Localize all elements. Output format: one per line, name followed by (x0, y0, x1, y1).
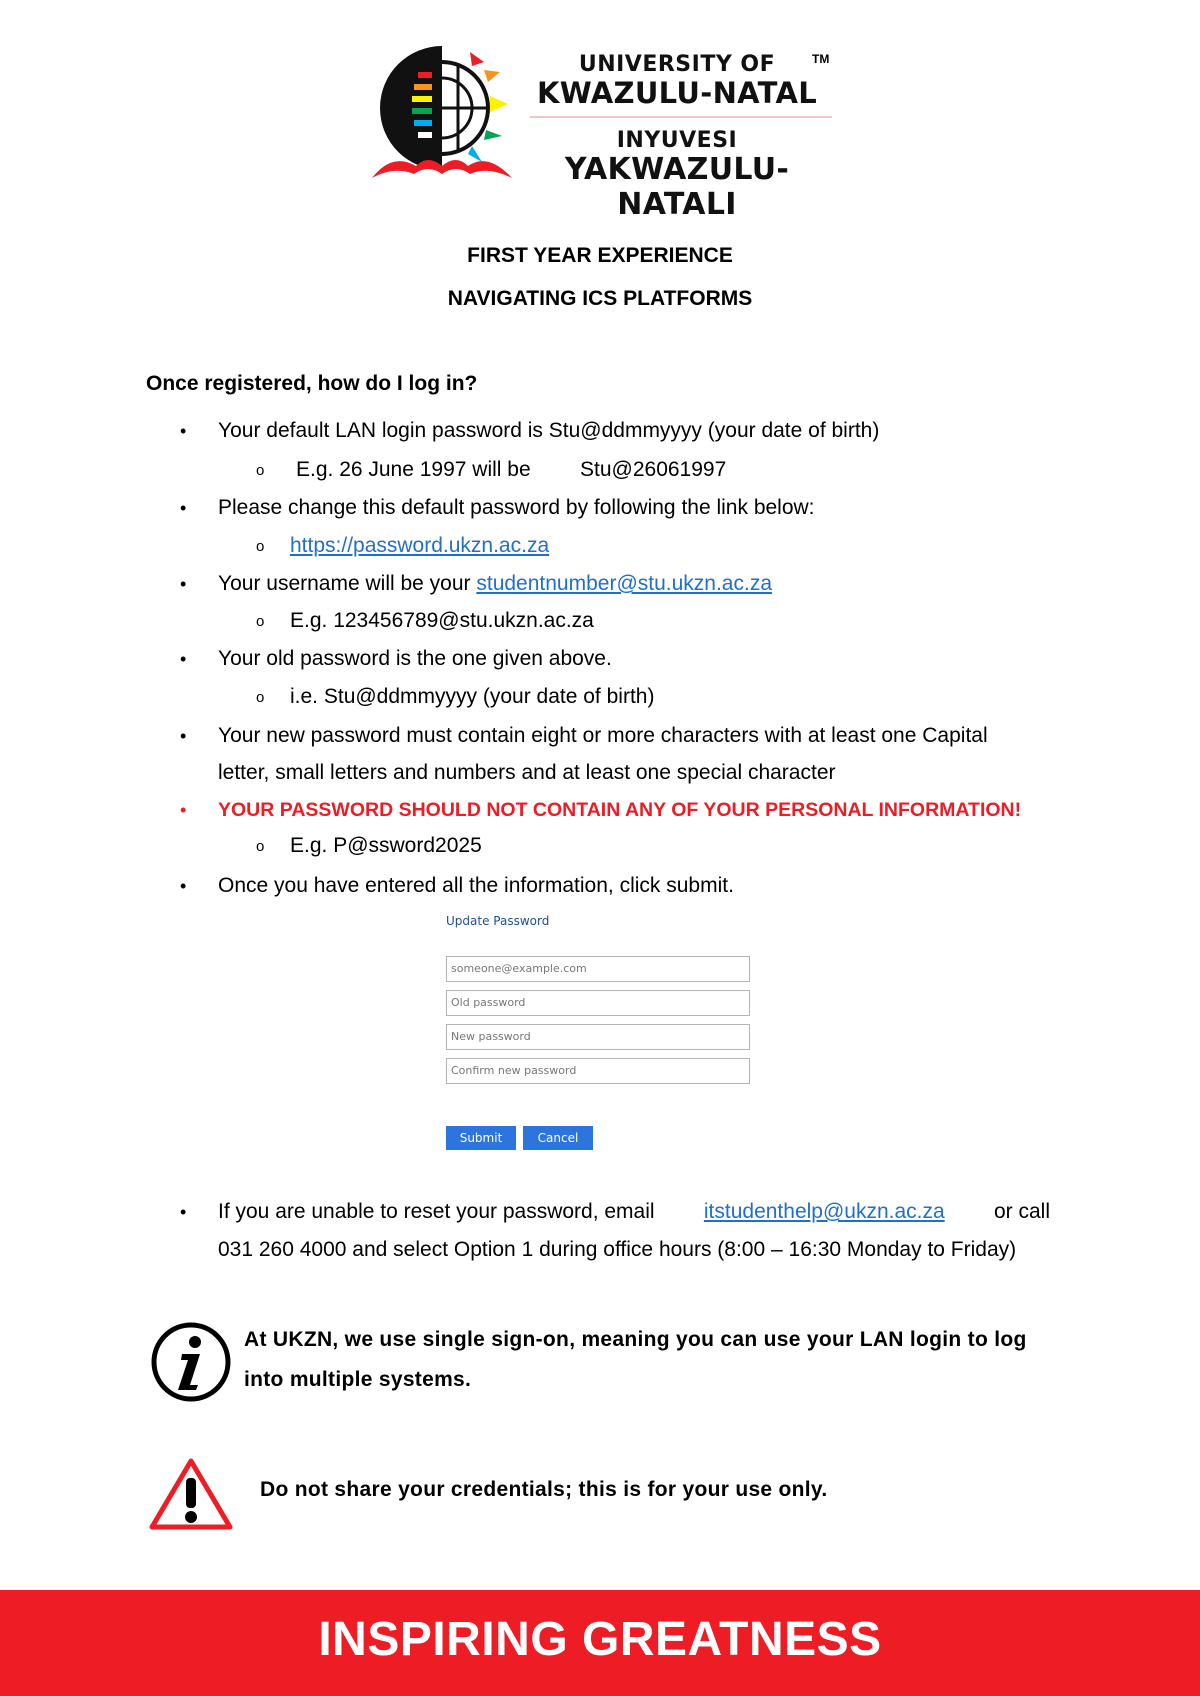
list-item-old-password: Your old password is the one given above. (218, 647, 612, 670)
personal-info-warning: YOUR PASSWORD SHOULD NOT CONTAIN ANY OF YOUR PERSONAL INFORMATION! (218, 799, 1022, 821)
bullet-glyph: • (180, 726, 187, 746)
sso-note-line1: At UKZN, we use single sign-on, meaning you can use your LAN login to log (244, 1328, 1027, 1351)
confirm-password-field[interactable]: Confirm new password (446, 1058, 750, 1084)
sub-bullet-glyph: o (256, 838, 265, 855)
old-password-field[interactable]: Old password (446, 990, 750, 1016)
list-item-default-password-example-value: Stu@26061997 (580, 458, 727, 481)
list-item-help-line2: 031 260 4000 and select Option 1 during office hours (8:00 – 16:30 Monday to Friday) (218, 1238, 1017, 1261)
list-item-password-example: E.g. P@ssword2025 (290, 834, 482, 857)
ukzn-emblem-icon (372, 42, 522, 192)
update-password-form (440, 908, 760, 1158)
bullet-glyph: • (180, 421, 187, 441)
bullet-glyph: • (180, 1202, 187, 1222)
list-item-help-line1 (218, 1193, 1050, 1231)
bullet-glyph: • (180, 876, 187, 896)
list-item-submit-info: Once you have entered all the information, click submit. (218, 874, 734, 897)
email-field[interactable]: someone@example.com (446, 956, 750, 982)
logo-divider (530, 116, 832, 118)
list-item-new-password-line1: Your new password must contain eight or more characters with at least one Capital (218, 724, 988, 747)
sub-bullet-glyph: o (256, 613, 265, 630)
warning-icon (148, 1456, 234, 1532)
cancel-button[interactable]: Cancel (523, 1126, 593, 1150)
logo-line-yakwazulu-natali: YAKWAZULU-NATALI (564, 152, 790, 222)
help-text-a: If you are unable to reset your password, email (218, 1200, 661, 1223)
list-item-change-password: Please change this default password by following the link below: (218, 496, 815, 519)
sub-bullet-glyph: o (256, 462, 265, 479)
info-icon (148, 1319, 234, 1405)
username-email-link[interactable]: studentnumber@stu.ukzn.ac.za (476, 572, 772, 595)
it-help-email-link[interactable]: itstudenthelp@ukzn.ac.za (703, 1200, 945, 1223)
submit-button[interactable]: Submit (446, 1126, 516, 1150)
page-subtitle: NAVIGATING ICS PLATFORMS (447, 287, 753, 310)
footer-slogan: INSPIRING GREATNESS (318, 1613, 882, 1666)
list-item-new-password-line2: letter, small letters and numbers and at least one special character (218, 761, 836, 784)
page-title: FIRST YEAR EXPERIENCE (467, 244, 733, 267)
ukzn-logo (372, 42, 832, 222)
form-title: Update Password (446, 914, 550, 928)
username-prefix: Your username will be your (218, 572, 477, 595)
list-item-old-password-ie: i.e. Stu@ddmmyyyy (your date of birth) (290, 685, 655, 708)
password-reset-link-text[interactable]: https://password.ukzn.ac.za (290, 534, 550, 557)
help-text-b: or call (988, 1200, 1050, 1223)
footer-banner (0, 1590, 1200, 1696)
list-item-default-password: Your default LAN login password is Stu@ddmmyyyy (your date of birth) (218, 419, 880, 442)
list-item-username-example: E.g. 123456789@stu.ukzn.ac.za (290, 609, 594, 632)
logo-line-inyuvesi: INYUVESI (616, 128, 738, 153)
logo-line-university-of: UNIVERSITY OF (578, 52, 776, 77)
list-item-default-password-example: E.g. 26 June 1997 will be (296, 458, 531, 481)
new-password-field[interactable]: New password (446, 1024, 750, 1050)
bullet-glyph: • (180, 800, 187, 820)
list-item-username (218, 565, 772, 603)
password-reset-link[interactable] (290, 527, 549, 565)
sub-bullet-glyph: o (256, 538, 265, 555)
bullet-glyph: • (180, 498, 187, 518)
logo-line-kwazulu-natal: KWAZULU-NATAL (536, 76, 818, 110)
trademark-mark: TM (812, 52, 830, 66)
section-heading: Once registered, how do I log in? (146, 372, 478, 395)
bullet-glyph: • (180, 574, 187, 594)
bullet-glyph: • (180, 649, 187, 669)
sso-note-line2: into multiple systems. (244, 1368, 472, 1391)
credentials-warning: Do not share your credentials; this is for your use only. (260, 1478, 828, 1501)
sub-bullet-glyph: o (256, 689, 265, 706)
